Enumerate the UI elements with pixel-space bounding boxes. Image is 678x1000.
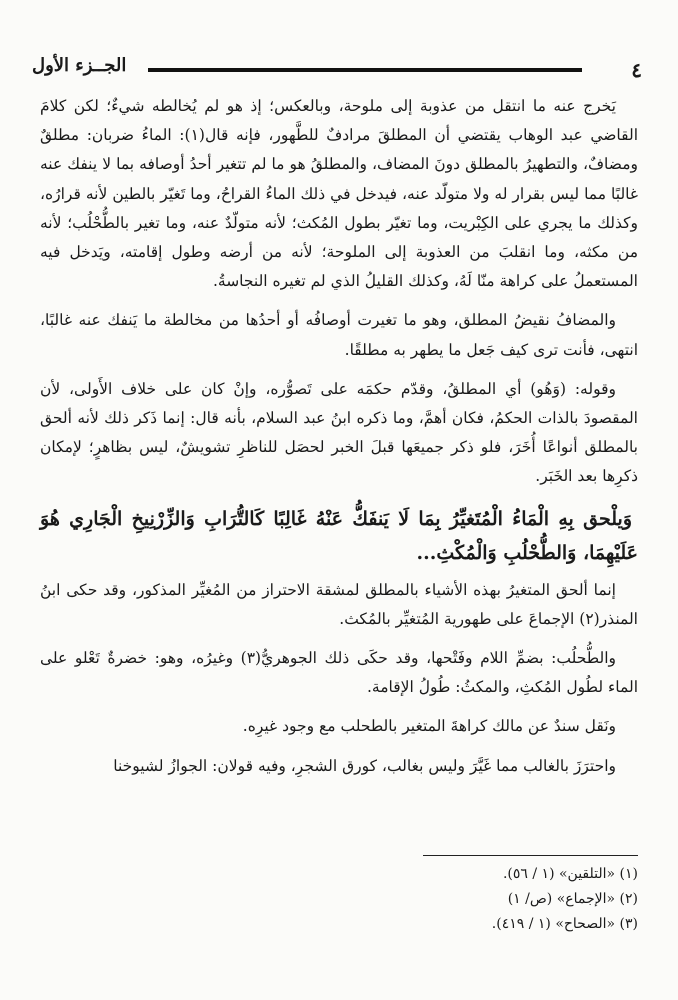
sharh-paragraph: والطُّحلُب: بضمِّ اللام وفَتْحها، وقد حكَى ذلك الجوهريُّ(٣) وغيرُه، وهو: خضرةٌ تَعْلو على الماء لطُول المُكثِ، والمكثُ: طُولُ الإقامة. xyxy=(40,649,638,697)
matn-text: وَيلْحق بِهِ الْمَاءُ الْمُتَغيِّرُ بِمَا لَا يَنفَكُّ عَنْهُ غَالِبًا كَالتُّرَابِ وَالزِّرْنِيخِ الْجَارِي هُوَ عَلَيْهِمَا، وَالطُّحْلُبِ وَالْمُكْثِ... xyxy=(40,507,638,564)
header-rule xyxy=(148,68,582,72)
footnote: (٣) «الصحاح» (١ / ٤١٩). xyxy=(491,916,638,932)
footnote: (١) «التلقين» (١ / ٥٦). xyxy=(502,866,638,882)
page-body xyxy=(40,92,638,781)
page-number: ٤ xyxy=(631,58,642,82)
volume-title: الجــزء الأول xyxy=(32,55,127,76)
running-header xyxy=(20,55,658,88)
footnotes xyxy=(40,862,638,937)
footnote-divider xyxy=(423,855,638,856)
sharh-paragraph: ونَقل سندٌ عن مالك كراهةَ المتغير بالطحلب مع وجود غيرِه. xyxy=(242,717,616,736)
sharh-paragraph: إنما ألحق المتغيرُ بهذه الأشياء بالمطلق لمشقة الاحتراز من المُغيِّر المذكور، وقد حكى ابنُ المنذر(٢) الإجماعَ على طهورية المُتغيِّر بالمُكث. xyxy=(40,580,638,628)
commentary-paragraph: يَخرج عنه ما انتقل من عذوبة إلى ملوحة، وبالعكس؛ إذ هو لم يُخالطه شيءٌ؛ لكن كلامَ القاضي عبد الوهاب يقتضي أن المطلقَ مرادفٌ للطَّهور، فإنه قال(١): الماءُ ضربان: مطلقٌ ومضافٌ، والتطهيرُ بالمطلق دونَ المضاف، والمطلقُ هو ما لم تتغير أحدُ أوصافه بما لا ينفك عنه غالبًا مما ليس بقرار له ولا متولّد عنه، فيدخل في ذلك الماءُ القراحُ، وما تَغيّر بالطين لأنه قرارُه، وكذلك ما يجري على الكِبْريت، وما تغيّر بطول المُكث؛ لأنه متولّدٌ عنه، وما تغير بالطُّحْلُب؛ لأنه من مكثه، وما انقلبَ من العذوبة إلى الملوحة؛ لأنه من أرضه وطول إقامته، ويَدخل فيه المستعملُ على كراهة منّا لَهُ، وكذلك القليلُ الذي لم تغيره النجاسةُ. xyxy=(40,97,638,291)
sharh-paragraph: واحترَزَ بالغالب مما غَيَّرَ وليس بغالب، كورق الشجرِ، وفيه قولان: الجوازُ لشيوخنا xyxy=(113,756,616,775)
commentary-paragraph: وقوله: (وَهُو) أي المطلقُ، وقدّم حكمَه على تَصوُّره، وإنْ كان على خلاف الأَولى، لأن المقصودَ بالذات الحكمُ، فكان أهمَّ، وما ذكره ابنُ عبد السلام، بأنه قال: إنما ذَكر ذلك لأنه ألحق بالمطلق أنواعًا أُخَرَ، فلو ذكر جميعَها قبلَ الخبر لحصَل للناظرِ تشويشٌ، ليس بظاهرٍ؛ لإمكان ذكرِها بعد الخَبَر. xyxy=(40,379,638,486)
footnote: (٢) «الإجماع» (ص/ ١) xyxy=(507,891,638,907)
commentary-paragraph: والمضافُ نقيضُ المطلق، وهو ما تغيرت أوصافُه أو أحدُها من مخالطة ما يَنفك عنه غالبًا، انتهى، فأنت ترى كيف جَعل ما يطهر به مطلقًا. xyxy=(40,311,638,359)
